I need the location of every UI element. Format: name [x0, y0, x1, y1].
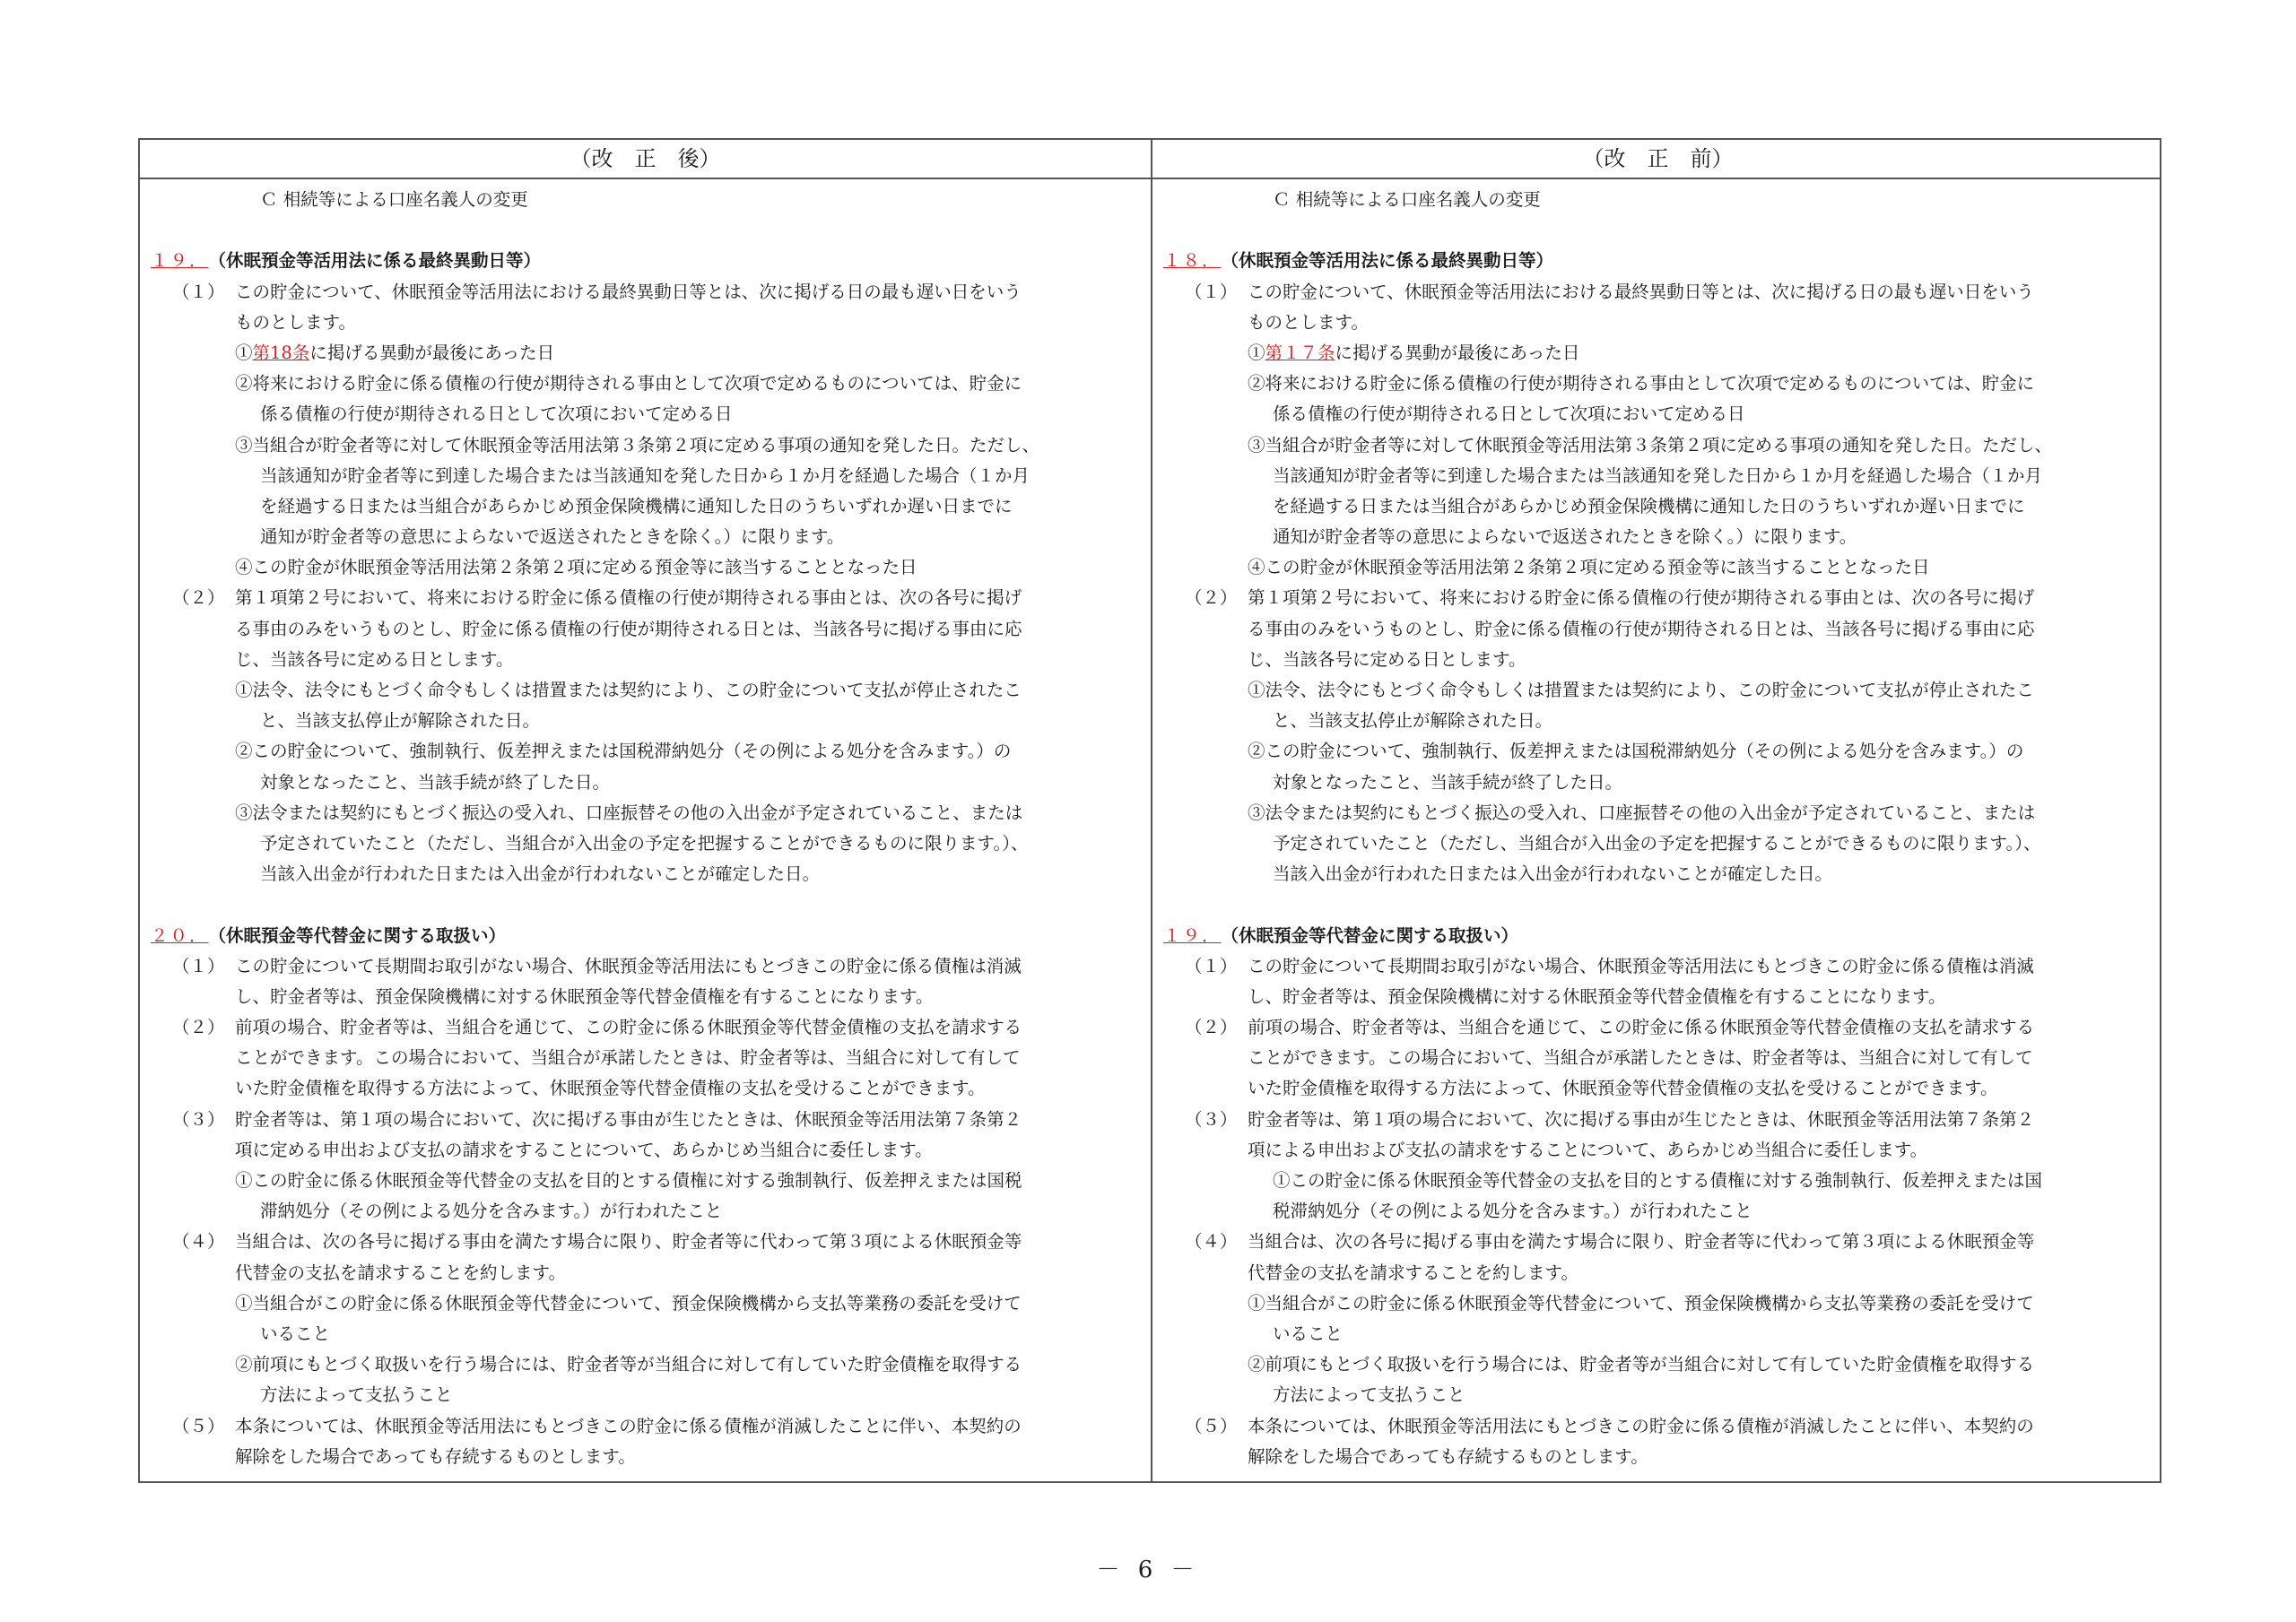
- paragraph: （１） この貯金について、休眠預金等活用法における最終異動日等とは、次に掲げる日の最も遅い日をいう: [1185, 281, 2034, 302]
- article-title: １９． （休眠預金等活用法に係る最終異動日等）: [151, 246, 1142, 276]
- subheading: Ｃ 相続等による口座名義人の変更: [260, 189, 528, 210]
- paragraph: （１） この貯金について、休眠預金等活用法における最終異動日等とは、次に掲げる日の最も遅い日をいう: [172, 281, 1022, 302]
- column-after-revision: Ｃ 相続等による口座名義人の変更 １９． （休眠預金等活用法に係る最終異動日等） （１） この貯金について、休眠預金等活用法における最終異動日等とは、次に掲げる日の最も遅い日をいう ものとします。 ①第18条に掲げる異動が最後にあった日 ②将来における貯金に係る債権の行使が期待される事由として次項で定めるものについては、貯金に 係る債権の行使が期待される日として次項において定める日 ③当組合が貯金者等に対して休眠預金等活用法第３条第２項に定める事項の通知を発した日。ただし、 当該通知が貯金者等に到達した場合または当該通知を発した日から１か月を経過した場合（１か月 を経過する日または当組合があらかじめ預金保険機構に通知した日のうちいずれか遅い日までに 通知が貯金者等の意思によらないで返送されたときを除く。）に限ります。 ④この貯金が休眠預金等活用法第２条第２項に定める預金等に該当することとなった日 （２） 第１項第２号において、将来における貯金に係る債権の行使が期待される事由とは、次の各号に掲げ る事由のみをいうものとし、貯金に係る債権の行使が期待される日とは、当該各号に掲げる事由に応 じ、当該各号に定める日とします。 ①法令、法令にもとづく命令もしくは措置または契約により、この貯金について支払が停止されたこ と、当該支払停止が解除された日。 ②この貯金について、強制執行、仮差押えまたは国税滞納処分（その例による処分を含みます。）の 対象となったこと、当該手続が終了した日。 ③法令または契約にもとづく振込の受入れ、口座振替その他の入出金が予定されていること、または 予定されていたこと（ただし、当組合が入出金の予定を把握することができるものに限ります。）、 当該入出金が行われた日または入出金が行われないことが確定した日。 ２０． （休眠預金等代替金に関する取扱い） （１） この貯金について長期間お取引がない場合、休眠預金等活用法にもとづきこの貯金に係る債権は消滅 し、貯金者等は、預金保険機構に対する休眠預金等代替金債権を有することになります。 （２） 前項の場合、貯金者等は、当組合を通じて、この貯金に係る休眠預金等代替金債権の支払を請求する ことができます。この場合において、当組合が承諾したときは、貯金者等は、当組合に対して有して いた貯金債権を取得する方法によって、休眠預金等代替金債権の支払を受けることができます。 （３） 貯金者等は、第１項の場合において、次に掲げる事由が生じたときは、休眠預金等活用法第７条第２ 項に定める申出および支払の請求をすることについて、あらかじめ当組合に委任します。 ①この貯金に係る休眠預金等代替金の支払を目的とする債権に対する強制執行、仮差押えまたは国税 滞納処分（その例による処分を含みます。）が行われたこと （４） 当組合は、次の各号に掲げる事由を満たす場合に限り、貯金者等に代わって第３項による休眠預金等 代替金の支払を請求することを約します。 ①当組合がこの貯金に係る休眠預金等代替金について、預金保険機構から支払等業務の委託を受けて いること ②前項にもとづく取扱いを行う場合には、貯金者等が当組合に対して有していた貯金債権を取得する 方法によって支払うこと （５） 本条については、休眠預金等活用法にもとづきこの貯金に係る債権が消滅したことに伴い、本契約の 解除をした場合であっても存続するものとします。: [140, 179, 1151, 1483]
- table-header-row: [140, 140, 2160, 179]
- article-title: １８． （休眠預金等活用法に係る最終異動日等）: [1163, 246, 2154, 276]
- paragraph: （２） 第１項第２号において、将来における貯金に係る債権の行使が期待される事由とは、次の各号に掲げ: [172, 587, 1022, 609]
- article-number: ２０．: [151, 924, 209, 946]
- article-number: １９．: [1163, 924, 1222, 946]
- paragraph: （２） 第１項第２号において、将来における貯金に係る債権の行使が期待される事由とは、次の各号に掲げ: [1185, 587, 2035, 609]
- article-title: １９． （休眠預金等代替金に関する取扱い）: [1163, 921, 2154, 951]
- article-reference: 第18条: [252, 342, 310, 363]
- header-after-revision: （改 正 後）: [570, 146, 721, 171]
- article-reference: 第１７条: [1265, 342, 1335, 363]
- page-number: － 6 －: [1096, 1557, 1200, 1583]
- article-title: ２０． （休眠預金等代替金に関する取扱い）: [151, 921, 1142, 951]
- column-before-revision: Ｃ 相続等による口座名義人の変更 １８． （休眠預金等活用法に係る最終異動日等） （１） この貯金について、休眠預金等活用法における最終異動日等とは、次に掲げる日の最も遅い日をいう ものとします。 ①第１７条に掲げる異動が最後にあった日 ②将来における貯金に係る債権の行使が期待される事由として次項で定めるものについては、貯金に 係る債権の行使が期待される日として次項において定める日 ③当組合が貯金者等に対して休眠預金等活用法第３条第２項に定める事項の通知を発した日。ただし、 当該通知が貯金者等に到達した場合または当該通知を発した日から１か月を経過した場合（１か月 を経過する日または当組合があらかじめ預金保険機構に通知した日のうちいずれか遅い日までに 通知が貯金者等の意思によらないで返送されたときを除く。）に限ります。 ④この貯金が休眠預金等活用法第２条第２項に定める預金等に該当することとなった日 （２） 第１項第２号において、将来における貯金に係る債権の行使が期待される事由とは、次の各号に掲げ る事由のみをいうものとし、貯金に係る債権の行使が期待される日とは、当該各号に掲げる事由に応 じ、当該各号に定める日とします。 ①法令、法令にもとづく命令もしくは措置または契約により、この貯金について支払が停止されたこ と、当該支払停止が解除された日。 ②この貯金について、強制執行、仮差押えまたは国税滞納処分（その例による処分を含みます。）の 対象となったこと、当該手続が終了した日。 ③法令または契約にもとづく振込の受入れ、口座振替その他の入出金が予定されていること、または 予定されていたこと（ただし、当組合が入出金の予定を把握することができるものに限ります。）、 当該入出金が行われた日または入出金が行われないことが確定した日。 １９． （休眠預金等代替金に関する取扱い） （１） この貯金について長期間お取引がない場合、休眠預金等活用法にもとづきこの貯金に係る債権は消滅 し、貯金者等は、預金保険機構に対する休眠預金等代替金債権を有することになります。 （２） 前項の場合、貯金者等は、当組合を通じて、この貯金に係る休眠預金等代替金債権の支払を請求する ことができます。この場合において、当組合が承諾したときは、貯金者等は、当組合に対して有して いた貯金債権を取得する方法によって、休眠預金等代替金債権の支払を受けることができます。 （３） 貯金者等は、第１項の場合において、次に掲げる事由が生じたときは、休眠預金等活用法第７条第２ 項による申出および支払の請求をすることについて、あらかじめ当組合に委任します。 ①この貯金に係る休眠預金等代替金の支払を目的とする債権に対する強制執行、仮差押えまたは国 税滞納処分（その例による処分を含みます。）が行われたこと （４） 当組合は、次の各号に掲げる事由を満たす場合に限り、貯金者等に代わって第３項による休眠預金等 代替金の支払を請求することを約します。 ①当組合がこの貯金に係る休眠預金等代替金について、預金保険機構から支払等業務の委託を受けて いること ②前項にもとづく取扱いを行う場合には、貯金者等が当組合に対して有していた貯金債権を取得する 方法によって支払うこと （５） 本条については、休眠預金等活用法にもとづきこの貯金に係る債権が消滅したことに伴い、本契約の 解除をした場合であっても存続するものとします。: [1152, 179, 2163, 1483]
- subheading: Ｃ 相続等による口座名義人の変更: [1273, 189, 1541, 210]
- article-number: １８．: [1163, 250, 1222, 272]
- list-item: ①第１７条に掲げる異動が最後にあった日: [1248, 342, 1580, 363]
- header-before-revision: （改 正 前）: [1582, 146, 1734, 171]
- article-number: １９．: [151, 250, 209, 272]
- comparison-table: [138, 138, 2161, 1483]
- list-item: ①第18条に掲げる異動が最後にあった日: [235, 342, 555, 363]
